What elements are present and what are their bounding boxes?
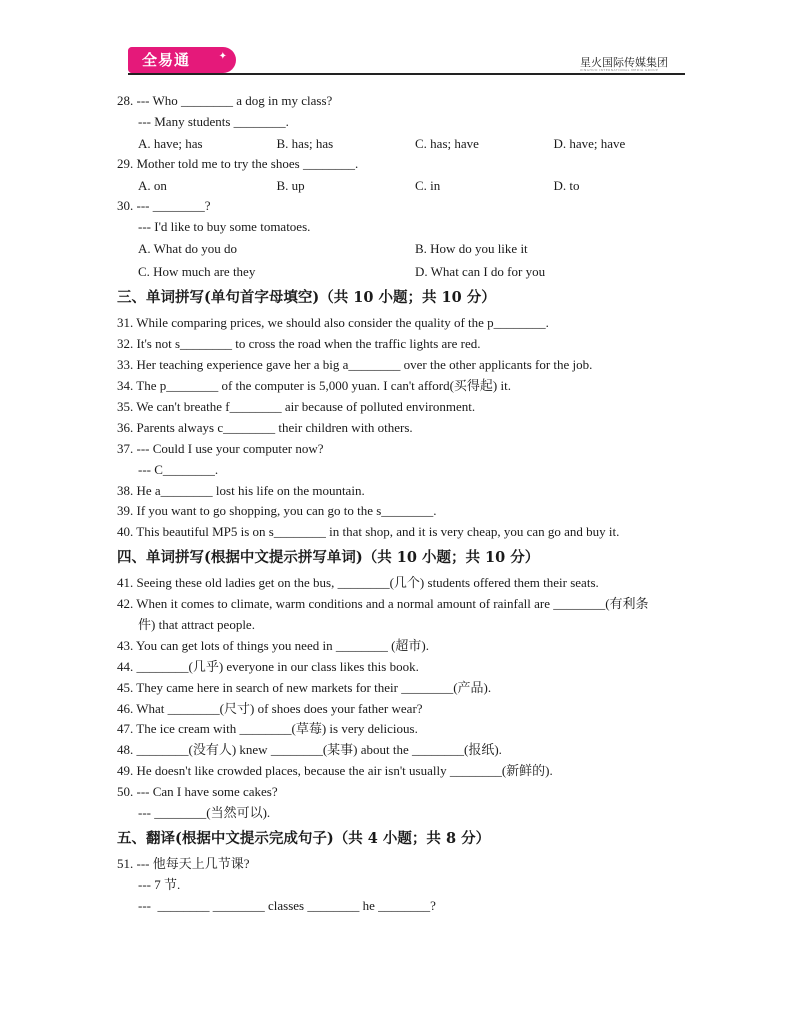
question-line: 46. What ________(尺寸) of shoes does your father wear? bbox=[117, 700, 423, 716]
question-line: 47. The ice cream with ________(草莓) is very delicious. bbox=[117, 721, 418, 737]
question-line: 37. --- Could I use your computer now? bbox=[117, 440, 324, 456]
worksheet-content bbox=[117, 91, 692, 917]
option-b: B. How do you like it bbox=[415, 241, 528, 257]
question-line: 40. This beautiful MP5 is on s________ in that shop, and it is very cheap, you can go and buy it. bbox=[117, 524, 620, 540]
option-c: C. in bbox=[415, 177, 441, 193]
question-line: 41. Seeing these old ladies get on the bus, ________(几个) students offered them their seats. bbox=[117, 575, 599, 591]
section-5-title: 五、翻译(根据中文提示完成句子)（共 4 小题；共 8 分） bbox=[117, 829, 491, 847]
option-b: B. up bbox=[276, 177, 305, 193]
question-28-stem: 28. --- Who ________ a dog in my class? bbox=[117, 93, 333, 108]
question-line: 44. ________(几乎) everyone in our class likes this book. bbox=[117, 658, 419, 674]
question-line: 32. It's not s________ to cross the road when the traffic lights are red. bbox=[117, 336, 481, 352]
question-line: 33. Her teaching experience gave her a big a________ over the other applicants for the job. bbox=[117, 357, 593, 373]
question-line: 38. He a________ lost his life on the mountain. bbox=[117, 482, 365, 498]
question-30-line2: --- I'd like to buy some tomatoes. bbox=[138, 218, 311, 234]
question-line: --- ________ ________ classes ________ he ________? bbox=[138, 897, 436, 913]
question-line: --- ________(当然可以). bbox=[138, 805, 271, 821]
brand-name: 星火国际传媒集团 bbox=[580, 56, 668, 69]
question-line: 31. While comparing prices, we should also consider the quality of the p________. bbox=[117, 315, 549, 331]
option-d: D. to bbox=[553, 177, 580, 193]
question-line: 48. ________(没有人) knew ________(某事) about the ________(报纸). bbox=[117, 742, 502, 758]
section-3-title: 三、单词拼写(单句首字母填空)（共 10 小题；共 10 分） bbox=[117, 289, 496, 307]
question-30-options-row1 bbox=[117, 237, 692, 260]
question-line: 43. You can get lots of things you need in ________ (超市). bbox=[117, 637, 429, 653]
brand-subtitle: XINGHUO INTERNATIONAL MEDIA GROUP bbox=[580, 68, 659, 72]
question-line: --- 7 节. bbox=[138, 876, 181, 892]
question-28-options bbox=[117, 133, 692, 154]
page-header bbox=[0, 0, 800, 80]
question-30-stem: 30. --- ________? bbox=[117, 197, 211, 213]
publisher-logo bbox=[128, 47, 236, 73]
section-4-title: 四、单词拼写(根据中文提示拼写单词)（共 10 小题；共 10 分） bbox=[117, 549, 540, 567]
question-29-stem: 29. Mother told me to try the shoes ________. bbox=[117, 155, 359, 171]
question-line: 35. We can't breathe f________ air because of polluted environment. bbox=[117, 399, 476, 415]
question-line: 39. If you want to go shopping, you can go to the s________. bbox=[117, 503, 437, 519]
question-29-options bbox=[117, 175, 692, 196]
option-a: A. have; has bbox=[138, 135, 203, 151]
question-line: 49. He doesn't like crowded places, because the air isn't usually ________(新鲜的). bbox=[117, 763, 553, 779]
question-line: 50. --- Can I have some cakes? bbox=[117, 784, 278, 800]
question-line: 件) that attract people. bbox=[138, 617, 255, 633]
header-divider bbox=[128, 73, 685, 75]
option-b: B. has; has bbox=[276, 135, 334, 151]
question-line: --- C________. bbox=[138, 461, 219, 477]
question-28-line2: --- Many students ________. bbox=[138, 113, 289, 129]
option-c: C. How much are they bbox=[138, 264, 256, 280]
logo-text: 全易通 bbox=[142, 51, 191, 69]
option-c: C. has; have bbox=[415, 135, 479, 151]
sparkle-icon: ✦ bbox=[218, 51, 228, 62]
option-d: D. What can I do for you bbox=[415, 264, 546, 280]
option-a: A. on bbox=[138, 177, 167, 193]
question-line: 42. When it comes to climate, warm conditions and a normal amount of rainfall are ________(有利条 bbox=[117, 596, 649, 612]
question-line: 51. --- 他每天上几节课? bbox=[117, 855, 250, 871]
question-line: 34. The p________ of the computer is 5,000 yuan. I can't afford(买得起) it. bbox=[117, 378, 511, 394]
question-30-options-row2 bbox=[117, 260, 692, 283]
option-d: D. have; have bbox=[553, 135, 626, 151]
option-a: A. What do you do bbox=[138, 241, 238, 257]
question-line: 45. They came here in search of new markets for their ________(产品). bbox=[117, 679, 492, 695]
question-line: 36. Parents always c________ their children with others. bbox=[117, 419, 413, 435]
